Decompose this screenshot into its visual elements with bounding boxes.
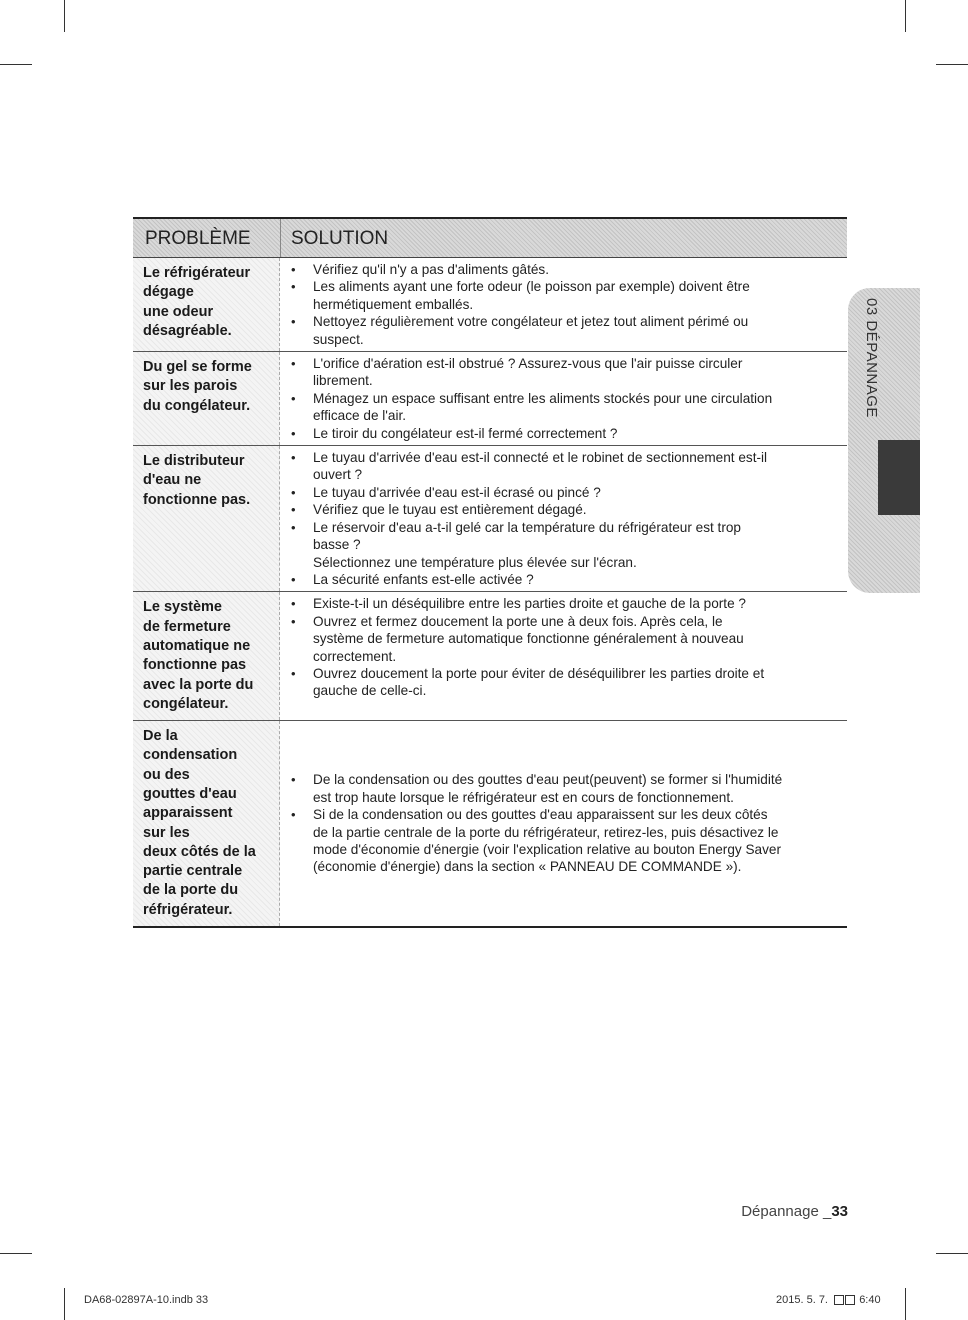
list-item: • Ouvrez doucement la porte pour éviter de déséquilibrer les parties droite et gauche de celle-ci. [280,665,839,700]
solution-list [280,771,782,875]
header-problem: PROBLÈME [145,228,251,249]
crop-mark [905,0,906,32]
problem-cell: De la condensation ou des gouttes d'eau apparaissent sur les deux côtés de la partie centrale de la porte du réfrigérateur. [133,721,280,926]
list-item: • Vérifiez que le tuyau est entièrement dégagé. [280,501,839,518]
table-row [133,446,847,592]
problem-cell: Le réfrigérateur dégage une odeur désagréable. [133,258,280,351]
list-item: • Le tiroir du congélateur est-il fermé correctement ? [280,425,839,442]
table-row [133,352,847,446]
solution-list [280,261,839,348]
solution-list [280,355,839,442]
solution-cell [280,592,847,720]
crop-mark [0,1253,32,1254]
crop-mark [905,1288,906,1320]
solution-cell [280,352,847,445]
problem-cell: Du gel se forme sur les parois du congélateur. [133,352,280,445]
list-item: • Nettoyez régulièrement votre congélateur et jetez tout aliment périmé ou suspect. [280,313,839,348]
list-item: • L'orifice d'aération est-il obstrué ? Assurez-vous que l'air puisse circuler librement. [280,355,839,390]
crop-mark [64,1288,65,1320]
solution-cell [280,721,847,926]
imprint-date: 2015. 5. 7. [776,1294,828,1306]
list-item: • Ménagez un espace suffisant entre les aliments stockés pour une circulation efficace de l'air. [280,390,839,425]
problem-cell: Le distributeur d'eau ne fonctionne pas. [133,446,280,591]
crop-mark [0,64,32,65]
imprint-time: 6:40 [859,1294,881,1306]
solution-list [280,449,839,588]
box-glyph-icon [834,1295,844,1305]
imprint-datetime [776,1294,881,1306]
list-item: • De la condensation ou des gouttes d'eau peut(peuvent) se former si l'humidité est trop haute lorsque le réfrigérateur est en cours de fonctionnement. [280,771,782,806]
box-glyph-icon [845,1295,855,1305]
chapter-tab-label: 03 DÉPANNAGE [863,298,880,418]
crop-mark [64,0,65,32]
page-number: 33 [831,1203,848,1220]
list-item: • Vérifiez qu'il n'y a pas d'aliments gâtés. [280,261,839,278]
problem-cell: Le système de fermeture automatique ne fonctionne pas avec la porte du congélateur. [133,592,280,720]
table-row [133,721,847,928]
list-item: • Ouvrez et fermez doucement la porte une à deux fois. Après cela, le système de fermeture automatique fonctionne généralement à nouveau correctement. [280,613,839,665]
list-item: • Les aliments ayant une forte odeur (le poisson par exemple) doivent être hermétiquement emballés. [280,278,839,313]
list-item: • Le tuyau d'arrivée d'eau est-il connecté et le robinet de sectionnement est-il ouvert ? [280,449,839,484]
solution-cell [280,258,847,351]
page-footer [741,1203,848,1220]
crop-mark [936,64,968,65]
troubleshooting-table [133,217,847,928]
table-header [133,217,847,258]
list-item: • Le réservoir d'eau a-t-il gelé car la température du réfrigérateur est trop basse ? Sélectionnez une température plus élevée sur l'écran. [280,519,839,571]
crop-mark [936,1253,968,1254]
footer-section: Dépannage _ [741,1203,832,1220]
header-solution: SOLUTION [280,219,847,257]
solution-cell [280,446,847,591]
table-row [133,258,847,352]
list-item: • Existe-t-il un déséquilibre entre les parties droite et gauche de la porte ? [280,595,839,612]
solution-list [280,595,839,699]
list-item: • La sécurité enfants est-elle activée ? [280,571,839,588]
table-row [133,592,847,721]
chapter-tab-marker [878,440,920,515]
list-item: • Le tuyau d'arrivée d'eau est-il écrasé ou pincé ? [280,484,839,501]
list-item: • Si de la condensation ou des gouttes d'eau apparaissent sur les deux côtés de la partie centrale de la porte du réfrigérateur, retirez-les, puis désactivez le mode d'économie d'énergie (voir l'explication relative au bouton Energy Saver (économie d'énergie) dans la section « PANNEAU DE COMMANDE »). [280,806,782,876]
imprint-file: DA68-02897A-10.indb 33 [84,1294,209,1306]
